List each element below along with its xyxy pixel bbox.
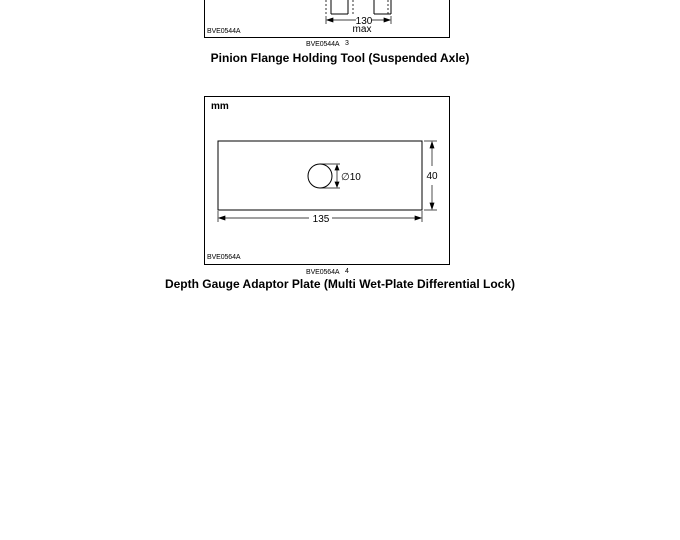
- figure-3-number: 3: [345, 40, 349, 47]
- hole-dimension-line: [320, 164, 340, 188]
- figure-3-code: BVE0544A: [207, 28, 241, 35]
- figure-3-dimension-note: max: [352, 24, 372, 35]
- figure-4-footer-code: BVE0564A: [306, 269, 340, 276]
- figure-3-caption: Pinion Flange Holding Tool (Suspended Axle): [210, 51, 470, 65]
- adaptor-plate-outline: [218, 141, 422, 210]
- figure-3-dimension-value: 130: [355, 16, 373, 27]
- hole-dimension-value: ∅10: [341, 172, 361, 183]
- figure-4-code: BVE0564A: [207, 254, 241, 261]
- height-dimension-value: 40: [426, 171, 438, 182]
- figure-4-unit: mm: [211, 101, 229, 112]
- figure-4-number: 4: [345, 268, 349, 275]
- width-dimension-value: 135: [312, 214, 330, 225]
- plate-hole: [308, 164, 332, 188]
- figure-4-caption: Depth Gauge Adaptor Plate (Multi Wet-Plate Differential Lock): [164, 277, 516, 291]
- figure-3-footer-code: BVE0544A: [306, 41, 340, 48]
